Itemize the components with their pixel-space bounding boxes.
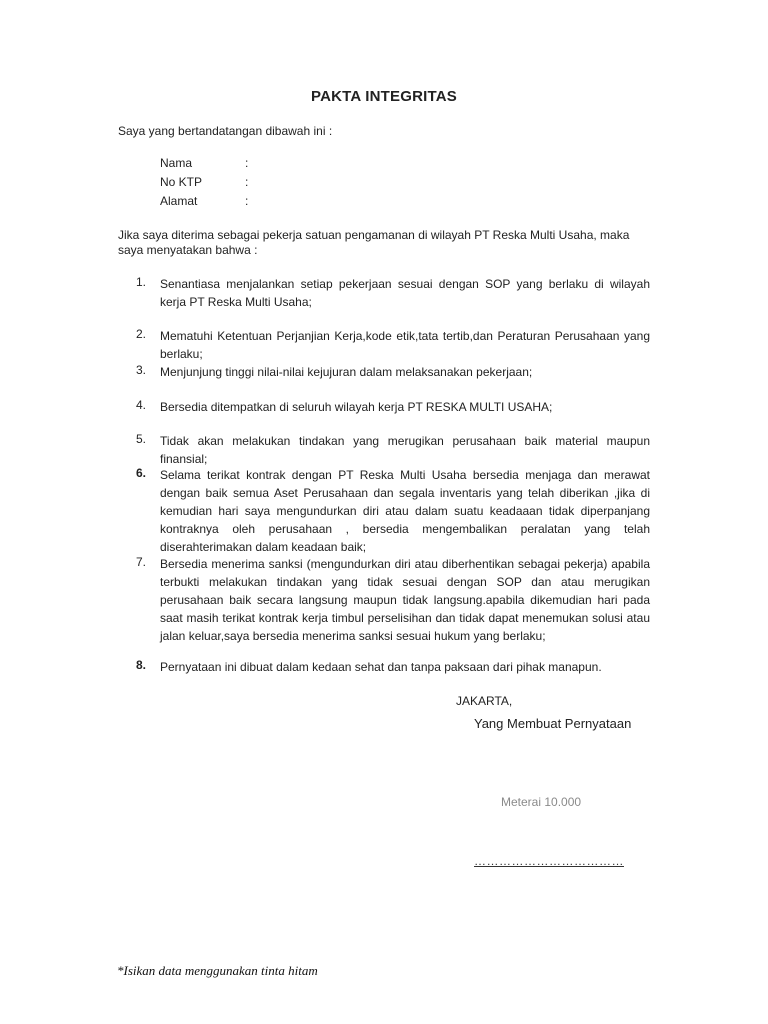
list-item: [118, 432, 653, 468]
list-item-number: 1.: [136, 275, 147, 289]
field-colon: :: [245, 175, 249, 189]
list-item-number: 5.: [136, 432, 147, 446]
list-item-number: 7.: [136, 555, 147, 569]
statement-text: Jika saya diterima sebagai pekerja satuan pengamanan di wilayah PT Reska Multi Usaha, maka saya menyatakan bahwa :: [118, 228, 630, 257]
field-row-no-ktp: [160, 173, 255, 192]
list-item: [118, 327, 653, 363]
field-row-nama: [160, 154, 255, 173]
list-item-number: 4.: [136, 398, 147, 412]
list-item-text: Menjunjung tinggi nilai-nilai kejujuran dalam melaksanakan pekerjaan;: [160, 365, 533, 379]
list-item-number: 2.: [136, 327, 147, 341]
list-item: [118, 398, 653, 416]
list-item-number: 6.: [136, 466, 147, 480]
field-label-nama: Nama: [160, 156, 193, 170]
stamp-placeholder: Meterai 10.000: [501, 795, 582, 809]
field-colon: :: [245, 194, 249, 208]
list-item: [118, 466, 653, 556]
signing-place: JAKARTA,: [456, 694, 513, 708]
list-item-number: 8.: [136, 658, 147, 672]
list-item-text: Senantiasa menjalankan setiap pekerjaan sesuai dengan SOP yang berlaku di wilayah kerja PT Reska Multi Usaha;: [160, 277, 650, 309]
field-colon: :: [245, 156, 249, 170]
list-item-text: Bersedia ditempatkan di seluruh wilayah kerja PT RESKA MULTI USAHA;: [160, 400, 553, 414]
intro-text: Saya yang bertandatangan dibawah ini :: [118, 124, 333, 138]
field-row-alamat: [160, 192, 255, 211]
list-item-text: Tidak akan melakukan tindakan yang merugikan perusahaan baik material maupun finansial;: [160, 434, 650, 466]
list-item: [118, 363, 653, 381]
identity-fields: [160, 154, 255, 211]
list-item: [118, 658, 653, 676]
field-label-no-ktp: No KTP: [160, 175, 203, 189]
signature-line: ………………………………: [474, 854, 624, 868]
document-title: PAKTA INTEGRITAS: [311, 88, 457, 105]
list-item-number: 3.: [136, 363, 147, 377]
signatory-caption: Yang Membuat Pernyataan: [474, 716, 632, 731]
list-item-text: Pernyataan ini dibuat dalam kedaan sehat dan tanpa paksaan dari pihak manapun.: [160, 660, 602, 674]
list-item: [118, 555, 653, 645]
list-item: [118, 275, 653, 311]
list-item-text: Bersedia menerima sanksi (mengundurkan diri atau diberhentikan sebagai pekerja) apabila terbukti melakukan tindakan yang tidak sesuai dengan SOP dan atau merugikan perusahaan baik secara langsung maupun tidak langsung.apabila dikemudian hari pada saat masih terikat kontrak kerja timbul perselisihan dan tidak dapat menemukan solusi atau jalan keluar,saya bersedia menerima sanksi sesuai hukum yang berlaku;: [160, 557, 650, 643]
list-item-text: Selama terikat kontrak dengan PT Reska Multi Usaha bersedia menjaga dan merawat dengan baik semua Aset Perusahaan dan segala inventaris yang telah diberikan ,jika di kemudian hari saya mengundurkan diri atau dalam suatu keadaaan tidak diperpanjang kontraknya oleh perusahaan , bersedia mengembalikan peralatan yang telah diserahterimakan dalam keadaan baik;: [160, 468, 650, 554]
list-item-text: Mematuhi Ketentuan Perjanjian Kerja,kode etik,tata tertib,dan Peraturan Perusahaan yang berlaku;: [160, 329, 650, 361]
field-label-alamat: Alamat: [160, 194, 198, 208]
footnote: *Isikan data menggunakan tinta hitam: [117, 963, 318, 978]
